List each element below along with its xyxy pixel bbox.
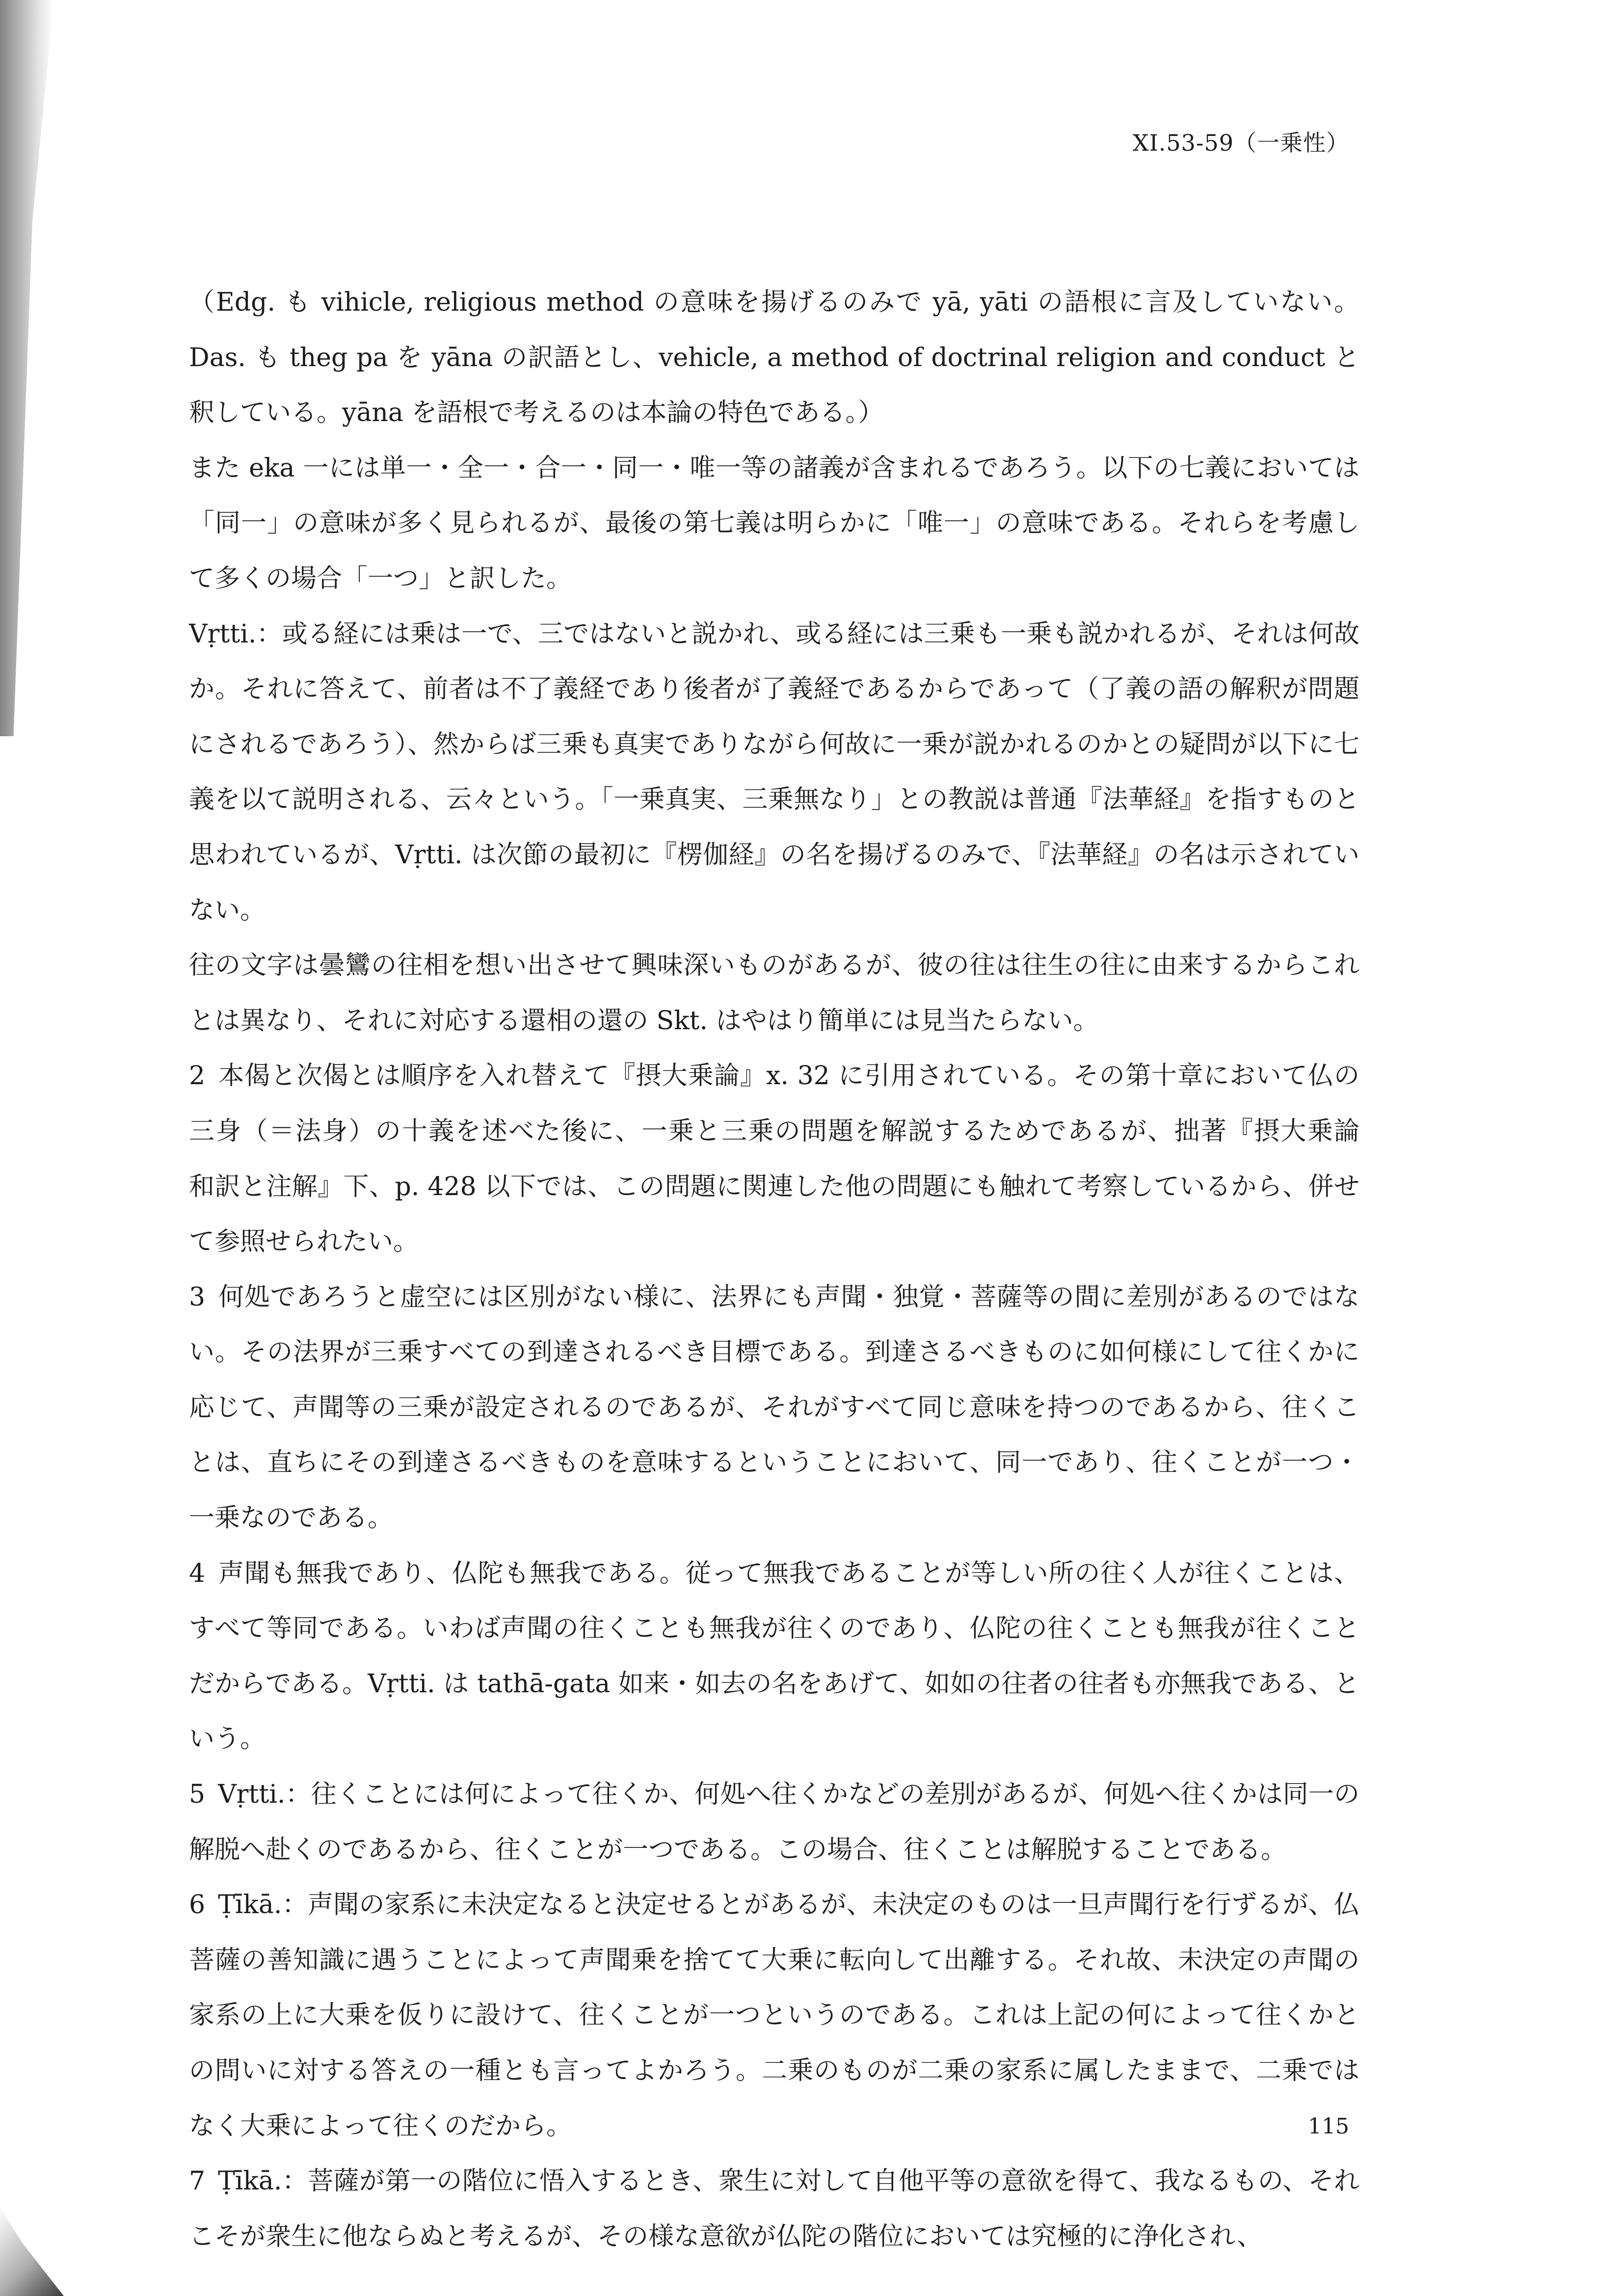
page-number: 115 bbox=[1308, 2114, 1349, 2139]
note-text: 何処であろうと虚空には区別がない様に、法界にも声聞・独覚・菩薩等の間に差別があるのではない。その法界が三乗すべての到達されるべき目標である。到達さるべきものに如何様にして往くかに応じて、声聞等の三乗が設定されるのであるが、それがすべて同じ意味を持つのであるから、往くことは、直ちにその到達さるべきものを意味するということにおいて、同一であり、往くことが一つ・一乗なのである。 bbox=[189, 1282, 1359, 1533]
note-6 bbox=[189, 1877, 1359, 2154]
note-number: 6 bbox=[189, 1890, 206, 1920]
note-text: Ṭīkā.：菩薩が第一の階位に悟入するとき、衆生に対して自他平等の意欲を得て、我なるもの、それこそが衆生に他ならぬと考えるが、その様な意欲が仏陀の階位においては究極的に浄化され、 bbox=[189, 2166, 1359, 2251]
note-text: Ṭīkā.：声聞の家系に未決定なると決定せるとがあるが、未決定のものは一旦声聞行を行ずるが、仏菩薩の善知識に遇うことによって声聞乗を捨てて大乗に転向して出離する。それ故、未決定の声聞の家系の上に大乗を仮りに設けて、往くことが一つというのである。これは上記の何によって往くかとの問いに対する答えの一種とも言ってよかろう。二乗のものが二乗の家系に属したままで、二乗ではなく大乗によって往くのだから。 bbox=[189, 1890, 1359, 2141]
note-7 bbox=[189, 2154, 1359, 2264]
note-2 bbox=[189, 1048, 1385, 1269]
paragraph-ojo-character: 往の文字は曇鸞の往相を想い出させて興味深いものがあるが、彼の往は往生の往に由来するからこれとは異なり、それに対応する還相の還の Skt. はやはり簡単には見当たらない。 bbox=[189, 951, 1359, 1036]
note-4 bbox=[189, 1546, 1359, 1767]
note-text: Vṛtti.：往くことには何によって往くか、何処へ往くかなどの差別があるが、何処へ往くかは同一の解脱へ赴くのであるから、往くことが一つである。この場合、往くことは解脱することである。 bbox=[189, 1780, 1359, 1865]
note-number: 5 bbox=[189, 1780, 206, 1810]
note-text: 本偈と次偈とは順序を入れ替えて『摂大乗論』x. 32 に引用されている。その第十章において仏の三身（＝法身）の十義を述べた後に、一乗と三乗の問題を解説するためであるが、拙著『摂大乗論 和訳と注解』下、p. 428 以下では、この問題に関連した他の問題にも触れて考察しているから、併せて参照せられたい。 bbox=[189, 1061, 1385, 1257]
note-text: 声聞も無我であり、仏陀も無我である。従って無我であることが等しい所の往く人が往くことは、すべて等同である。いわば声聞の往くことも無我が往くのであり、仏陀の往くことも無我が往くことだからである。Vṛtti. は tathā-gata 如来・如去の名をあげて、如如の往者の往者も亦無我である、という。 bbox=[189, 1558, 1359, 1754]
page-body bbox=[189, 275, 1385, 2264]
note-number: 3 bbox=[189, 1282, 206, 1312]
running-header: XI.53-59（一乗性） bbox=[1132, 130, 1349, 156]
paragraph-eka-meaning: また eka 一には単一・全一・合一・同一・唯一等の諸義が含まれるであろう。以下の七義においては「同一」の意味が多く見られるが、最後の第七義は明らかに「唯一」の意味である。それらを考慮して多くの場合「一つ」と訳した。 bbox=[189, 453, 1359, 593]
paragraph-edgerton-note: （Edg. も vihicle, religious method の意味を揚げるのみで yā, yāti の語根に言及していない。Das. も theg pa を yāna の訳語とし、vehicle, a method of doctrinal religion and conduct と釈している。yāna を語根で考えるのは本論の特色である。） bbox=[189, 288, 1359, 428]
note-number: 4 bbox=[189, 1558, 206, 1588]
scan-shadow-corner bbox=[0, 2208, 64, 2296]
note-number: 2 bbox=[189, 1061, 206, 1091]
note-5 bbox=[189, 1767, 1359, 1877]
paragraph-vrtti-sutra: Vṛtti.：或る経には乗は一で、三ではないと説かれ、或る経には三乗も一乗も説かれるが、それは何故か。それに答えて、前者は不了義経であり後者が了義経であるからであって（了義の語の解釈が問題にされるであろう）、然からば三乗も真実でありながら何故に一乗が説かれるのかとの疑問が以下に七義を以て説明される、云々という。「一乗真実、三乗無なり」との教説は普通『法華経』を指すものと思われているが、Vṛtti. は次節の最初に『楞伽経』の名を揚げるのみで、『法華経』の名は示されていない。 bbox=[189, 619, 1360, 925]
note-3 bbox=[189, 1270, 1359, 1546]
note-number: 7 bbox=[189, 2166, 206, 2196]
scan-shadow-left bbox=[0, 0, 54, 736]
